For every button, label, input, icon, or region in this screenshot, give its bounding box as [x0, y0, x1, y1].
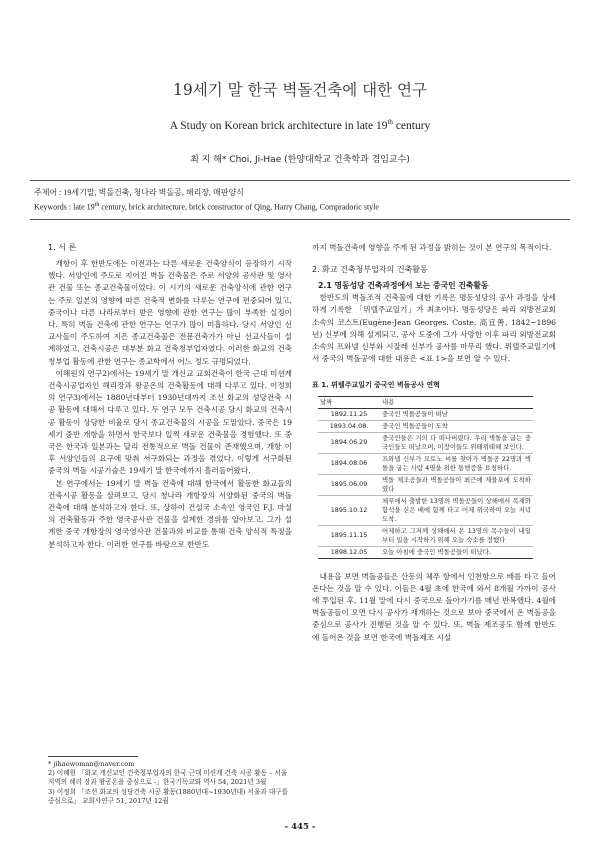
body-paragraph: 본 연구에서는 19세기 말 벽돌 건축에 대해 한국에서 활동한 화교들의 건축시공 활동을 살펴보고, 당시 청나라 개항장의 서양화된 중국의 벽돌 건축에 대해 분석하고자 한다. 또, 상하이 건설국 소속인 영국인 F.J. 마셜의 건축활동과 주한 영국공사관 건물을 설계한 경위를 알아보고, 그가 설계한 중국 개항장의 영국영사관 건물과의 비교를 통해 건축 양식적 특징을 분석하고자 한다. 이러한 연구를 바탕으로 한반도: [48, 478, 292, 549]
table-cell-content: 중국인 벽돌공들이 도착: [380, 420, 533, 432]
table-header-content: 내용: [380, 396, 533, 408]
table-row: [318, 495, 533, 525]
table-cell-content: 벽돌 제조공들과 벽돌공들이 최근에 제물포에 도착하였다: [380, 474, 533, 495]
table-caption: 표 1. 뮈텔주교일기 중국인 벽돌공사 연혁: [312, 381, 440, 390]
keywords-korean: 주제어 : 19세기말, 벽돌건축, 청나라 벽돌공, 해리장, 매판양식: [34, 188, 244, 197]
table-cell-content: 오늘 아침에 중국인 벽돌공들이 떠났다.: [380, 546, 533, 558]
footnote-rule: [48, 756, 138, 757]
footnote-email: * jihaewoman@naver.com: [48, 760, 135, 768]
subsection-heading-2-1: 2.1 명동성당 건축과정에서 보는 중국인 건축활동: [318, 281, 489, 291]
footnotes: [48, 760, 292, 806]
table-cell-content: 중국인 벽돌공들이 떠남: [380, 408, 533, 420]
table-cell-date: 1895.11.15: [318, 525, 380, 546]
table-row: [318, 453, 533, 474]
table-cell-content: 프와넬 신부가 모토노 씨를 찾아가 벽돌공 22명과 벽돌을 굽는 사람 4명을 위한 통행증을 요청하다.: [380, 453, 533, 474]
table-row: [318, 432, 533, 453]
body-paragraph: 이혜원의 연구2)에서는 19세기 말 개신교 교회건축이 한국 근대 미션계 건축시공업자인 해리장과 왕공온의 건축활동에 대해 다루고 있다. 이정희의 연구3)에서는 1880년대부터 1930년대까지 조선 화교의 성당건축 시공 활동에 대해서 다루고 있다. 두 연구 모두 건축시공 당시 화교의 건축시공 활동이 상당한 비율로 당시 종교건축물의 시공을 도맡았다. 중국은 19세기 중반 개항을 하면서 한국보다 일찍 새로운 건축물을 경험했다. 또 중국은 한국과 일본과는 달리 전통적으로 벽돌 건물이 존재했으며, 개항 이후 서양인들의 요구에 맞춰 서구화되는 과정을 겪었다. 이렇게 서구화된 중국의 벽돌 시공기술은 19세기 말 한국에까지 흘러들어왔다.: [48, 368, 292, 476]
table-row: [318, 525, 533, 546]
history-table: [318, 396, 533, 559]
paper-subtitle: A Study on Korean brick architecture in late 19th century: [169, 118, 431, 132]
body-paragraph: 까지 벽돌건축에 영향을 주게 된 과정을 밝히는 것이 본 연구의 목적이다.: [312, 243, 552, 252]
table-cell-date: 1895.06.09: [318, 474, 380, 495]
table-cell-date: 1892.11.25: [318, 408, 380, 420]
author-line: 최 지 해* Choi, Ji-Hae (한양대학교 건축학과 겸임교수): [190, 155, 410, 165]
keywords-english: Keywords : late 19th century, brick architecture, brick constructor of Qing, Harry Chang, Compradoric style: [34, 202, 379, 212]
table-cell-date: 1894.06.29: [318, 432, 380, 453]
table-cell-date: 1895.10.12: [318, 495, 380, 525]
section-heading-intro: 1. 서 론: [48, 243, 77, 252]
footnote-2: 2) 이혜원 「화교 개신교인 건축청부업자의 한국 근대 미션계 건축 시공 활동 – 서울지역의 해리 장과 왕공온을 중심으로 -」한국기독교와 역사 54, 2021년 3월: [48, 769, 288, 787]
table-row: [318, 474, 533, 495]
right-column: [312, 242, 556, 644]
table-cell-content: 체푸에서 출발한 13명의 벽돌공들이 상해에서 목재와 함석을 싣은 배에 함께 타고 어제 위국하여 오늘 저녁 도착.: [380, 495, 533, 525]
table-row: [318, 408, 533, 420]
page-number: - 445 -: [284, 822, 316, 832]
body-paragraph: 개항이 후 한반도에는 이전과는 다른 새로운 건축양식이 등장하기 시작했다. 서양인에 주도로 지어진 벽돌 건축물은 주로 서양의 공사관 및 영사관 건물 또는 종교건축물이었다. 이 시기의 새로운 건축양식에 관한 연구는 주로 일본의 영향에 따른 건축적 변화를 다루는 연구에 편중되어 있고, 중국이나 다른 나라로부터 받은 영향에 관한 연구는 많이 부족한 실정이다. 특히 벽돌 건축에 관한 연구는 연구가 많이 미흡하다. 당시 서양인 선교사들이 주도하여 지은 종교건축물은 전문건축가가 아닌 선교사들이 설계하였고, 건축시공은 대부분 화교 건축청부업자였다. 이러한 화교의 건축청부업 활동에 관한 연구는 종교학에서 어느 정도 규명되었다.: [48, 259, 292, 366]
table-cell-date: 1893.04.08.: [318, 420, 380, 432]
table-cell-date: 1898.12.05: [318, 546, 380, 558]
left-column: [48, 242, 292, 551]
table-cell-date: 1894.08.06: [318, 453, 380, 474]
footnote-3: 3) 이정희 「조선 화교의 성당건축 시공 활동(1880년대~1930년대) 서울과 대구를 중심으로」 교회사연구 51, 2017년 12월: [48, 787, 288, 805]
section-heading-2: 2. 화교 건축청부업자의 건축활동: [312, 265, 428, 275]
paper-title: 19세기 말 한국 벽돌건축에 대한 연구: [173, 81, 427, 99]
table-row: [318, 546, 533, 558]
table-cell-content: 중국인들은 거의 다 떠나버렸다. 우리 벽돌을 굽는 중국인들도 떠났으며, 미장이들도 위태위태해 보인다.: [380, 432, 533, 453]
table-row: [318, 420, 533, 432]
body-paragraph: 내용을 보면 벽돌공들은 산동의 체푸 항에서 인천항으로 배를 타고 들어온다는 것을 알 수 있다. 이들은 4월 초에 한국에 와서 8개월 가까이 공사에 투입된 후, 11월 말에 다시 중국으로 돌아가기를 매년 반복했다. 4월에 벽돌공들이 오면 다시 공사가 재개하는 것으로 보아 중국에서 온 벽돌공을 중심으로 공사가 진행된 것을 알 수 있다. 또, 벽돌 제조공도 함께 한반도에 들어온 것을 보면 한국에 벽돌제조 시설: [312, 571, 556, 642]
body-paragraph: 한반도의 벽돌조적 건축물에 대한 기록은 명동성당의 공사 과정을 상세하게 기록한 「뮈텔주교일기」가 최초이다. 명동성당은 파리 외방전교회 소속의 코스트(Eugène-Jean Georges. Coste, 高宜善, 1842~1896년) 신부에 의해 설계되고, 공사 도중에 그가 사망한 이후 파리 외방전교회 소속의 프와넬 신부와 시잘레 신부가 공사를 마무리 했다. 뮈텔주교일기에서 중국의 벽돌공에 대한 내용은 <표 1>을 보면 알 수 있다.: [312, 293, 556, 364]
table-cell-content: 어제하고 그저께 상해에서 온 13명의 목수들이 내일부터 일을 시작하기 위해 오늘 숙소를 정했다: [380, 525, 533, 546]
table-header-date: 날짜: [318, 396, 380, 408]
keywords-box: [30, 180, 570, 220]
